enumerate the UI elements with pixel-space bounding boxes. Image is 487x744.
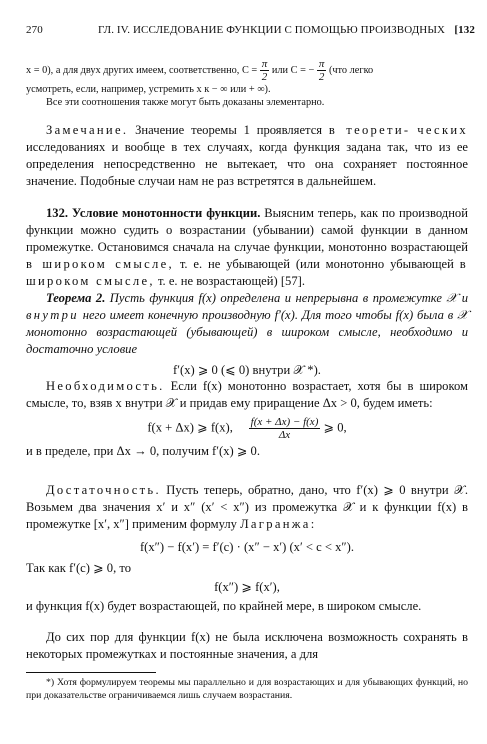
intro-line-3: Все эти соотношения также могут быть доказаны элементарно. [46,97,325,108]
difference-quotient: $\frac{f(x + \Delta x) - f(x)}{\Delta x}$ [250,416,319,441]
necessity-formula: f(x + Δx) ⩾ f(x), $\frac{f(x + \Delta x) - f(x)}{\Delta x}$ ⩾ 0, [147,416,347,441]
sufficiency-word: Достаточность. [46,483,161,497]
inequality-formula: f(x″) ⩾ f(x′), [214,580,280,594]
neg-pi-half-fraction: $\frac{\pi}{2}$ [318,58,325,83]
intro-line-1b: или C = − [271,64,315,76]
page-number: 270 [26,24,43,36]
necessity-limit: и в пределе, при Δx → 0, получим f′(x) ⩾ 0. [26,444,260,458]
intro-paragraph [26,58,468,109]
section-heading: 132. Условие монотонности функции. [46,206,261,220]
theorem-2: Теорема 2. Пусть функция f(x) определена и непрерывна в промежутке 𝒳 и внутри него имеет конечную производную f′(x). Для того чтобы f(x) была в 𝒳 монотонно возрастающей (убывающей) в широком смысле, необходимо и достаточно условие f′(x) ⩾ 0 (⩽ 0) внутри 𝒳 *). [26,291,468,377]
intro-line-1a: x = 0), а для двух других имеем, соответственно, C = [26,64,258,76]
intro-line-2: усмотреть, если, например, устремить x к − ∞ или + ∞). [26,84,271,95]
sufficiency-conclusion: и функция f(x) будет возрастающей, по крайней мере, в широком смысле. [26,599,422,613]
footnote-divider [26,672,156,673]
closing-paragraph: До сих пор для функции f(x) не была исключена возможность сохранять в некоторых промежутках и постоянные значения, а для [26,630,468,661]
lagrange-formula: f(x″) − f(x′) = f′(c) · (x″ − x′) (x′ < c < x″). [139,540,355,554]
section-reference: [132 [454,24,475,36]
theorem-label: Теорема 2. [46,291,106,305]
remark-paragraph: Замечание. Значение теоремы 1 проявляется в теорети- ческих исследованиях и вообще в тех случаях, когда функция задана так, что из ее определения непосредственно не вытекает, что она сохраняет постоянное значение. Подобные случаи нам не раз встретятся в дальнейшем. [26,123,469,188]
section-132-paragraph: 132. Условие монотонности функции. Выясним теперь, как по производной функции можно судить о возрастании (убывании) самой функции в данном промежутке. Остановимся сначала на случае функции, монотонно возрастающей в широком смысле, т. е. не убывающей (или монотонно убывающей в широком смысле, т. е. не возрастающей) [57]. [26,206,469,288]
necessity-paragraph: Необходимость. Если f(x) монотонно возрастает, хотя бы в широком смысле, то, взяв x внутри 𝒳 и придав ему приращение Δx > 0, будем иметь: f(x + Δx) ⩾ f(x), $\frac{f(x + \Delta x) - f(x)}{\Delta x}$ ⩾ 0, и в пределе, при Δx → 0, получим f′(x) ⩾ 0. [26,379,468,458]
pi-half-fraction: $\frac{\pi}{2}$ [261,58,268,83]
chapter-title: ГЛ. IV. ИССЛЕДОВАНИЕ ФУНКЦИИ С ПОМОЩЬЮ ПРОИЗВОДНЫХ [98,24,446,36]
running-header [26,24,475,40]
sufficiency-line-b: Так как f′(c) ⩾ 0, то [26,561,132,575]
theorem-formula: f′(x) ⩾ 0 (⩽ 0) внутри 𝒳 *). [173,363,321,377]
sufficiency-paragraph: Достаточность. Пусть теперь, обратно, дано, что f′(x) ⩾ 0 внутри 𝒳. Возьмем два значения x′ и x″ (x′ < x″) из промежутка 𝒳 и к функции f(x) в промежутке [x′, x″] применим формулу Лагранжа: f(x″) − f(x′) = f′(c) · (x″ − x′) (x′ < c < x″). Так как f′(c) ⩾ 0, то f(x″) ⩾ f(x′), и функция f(x) будет возрастающей, по крайней мере, в широком смысле. [26,483,468,613]
intro-line-1c: (что легко [328,64,374,76]
necessity-word: Необходимость. [46,379,165,393]
remark-word: Замечание. [46,123,129,137]
footnote: *) Хотя формулируем теоремы мы параллельно и для возрастающих и для убывающих функций, но при доказательстве ограничиваемся лишь случаем возрастания. [26,677,468,701]
